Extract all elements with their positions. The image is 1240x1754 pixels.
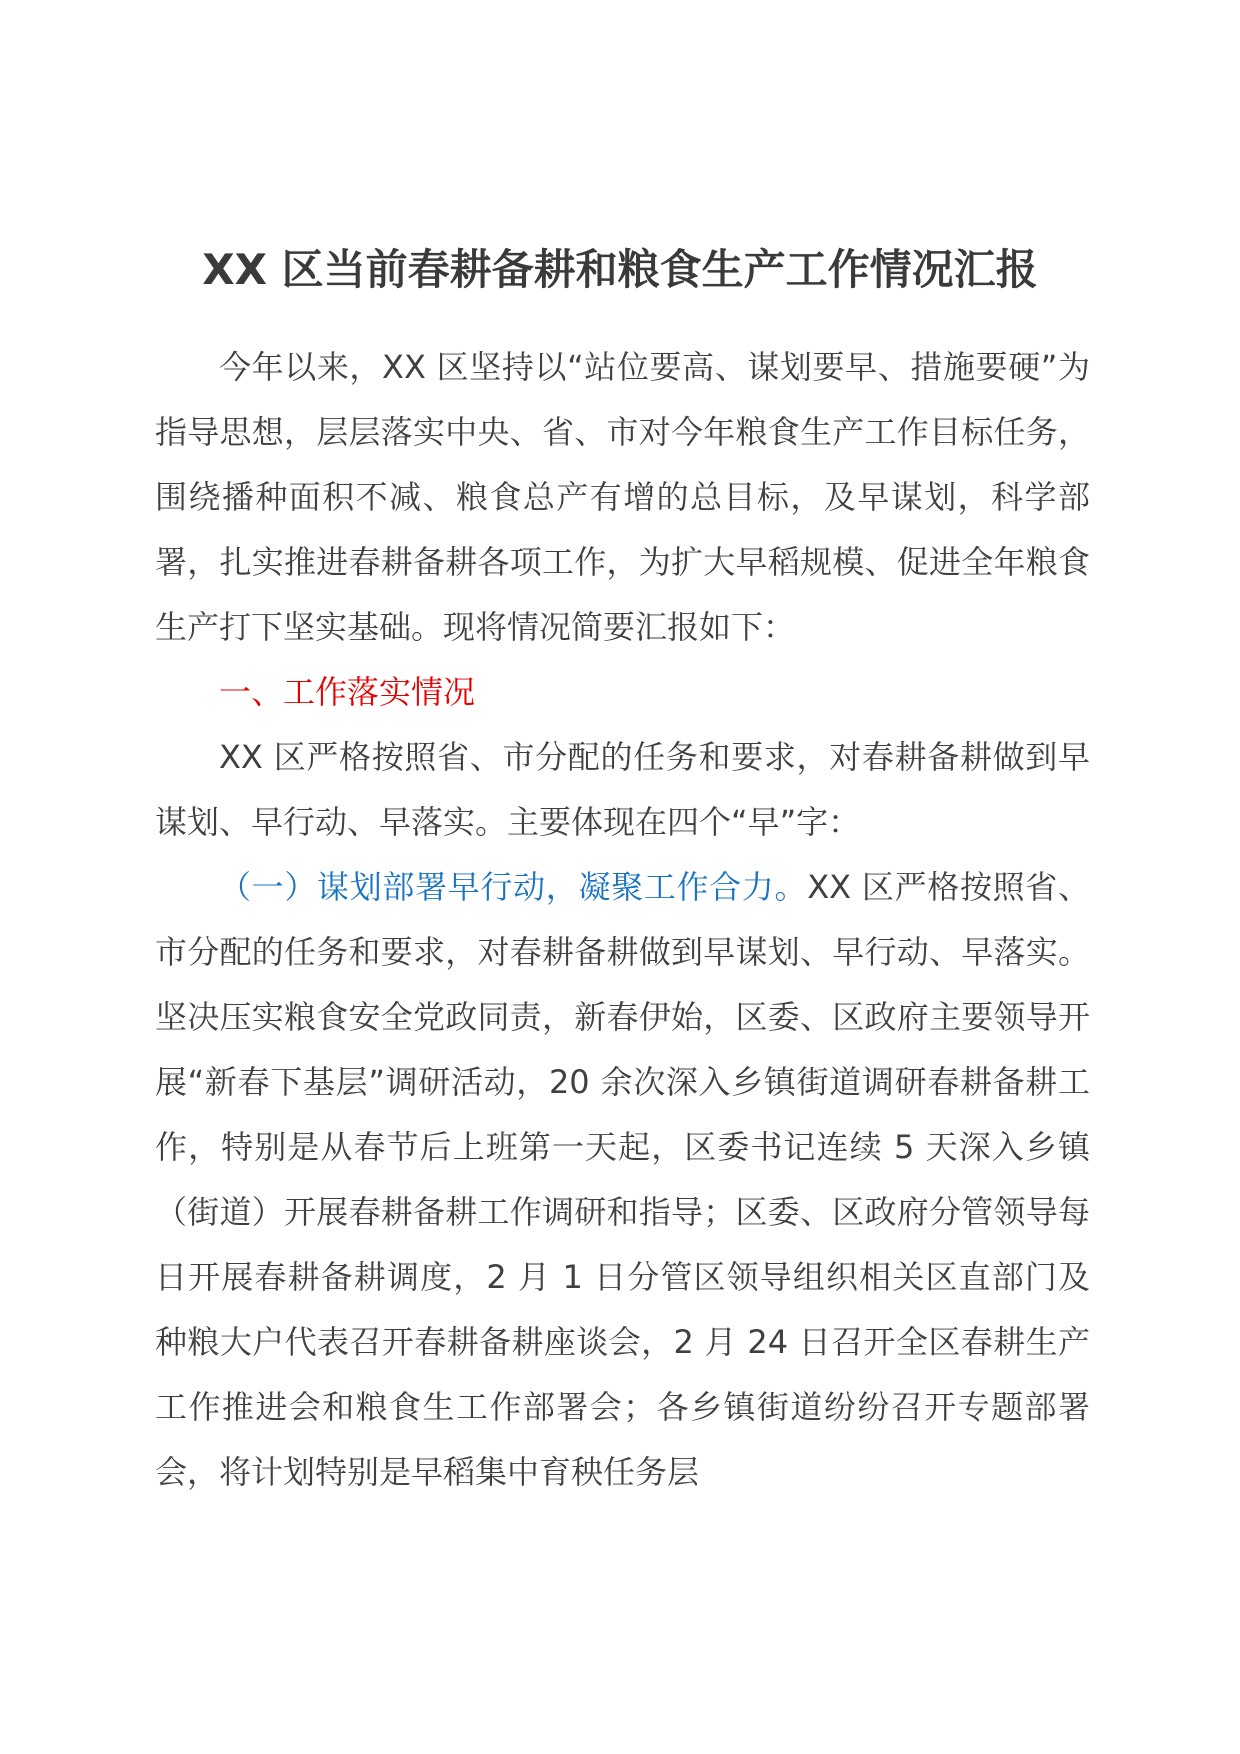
subsection-heading: （一）谋划部署早行动，凝聚工作合力。: [219, 868, 808, 906]
subsection-text: XX 区严格按照省、市分配的任务和要求，对春耕备耕做到早谋划、早行动、早落实。坚决压实粮食安全党政同责，新春伊始，区委、区政府主要领导开展“新春下基层”调研活动，20 余次深入乡镇街道调研春耕备耕工作，特别是从春节后上班第一天起，区委书记连续 5 天深入乡镇（街道）开展春耕备耕工作调研和指导；区委、区政府分管领导每日开展春耕备耕调度，2 月 1 日分管区领导组织相关区直部门及种粮大户代表召开春耕备耕座谈会，2 月 24 日召开全区春耕生产工作推进会和粮食生工作部署会；各乡镇街道纷纷召开专题部署会，将计划特别是早稻集中育秧任务层: [155, 868, 1090, 1491]
intro-paragraph: 今年以来，XX 区坚持以“站位要高、谋划要早、措施要硬”为指导思想，层层落实中央、省、市对今年粮食生产工作目标任务，围绕播种面积不减、粮食总产有增的总目标，及早谋划，科学部署，扎实推进春耕备耕各项工作，为扩大早稻规模、促进全年粮食生产打下坚实基础。现将情况简要汇报如下：: [155, 348, 1090, 646]
section-paragraph: XX 区严格按照省、市分配的任务和要求，对春耕备耕做到早谋划、早行动、早落实。主要体现在四个“早”字：: [155, 738, 1090, 841]
document-body: [155, 335, 1090, 1505]
document-title: XX 区当前春耕备耕和粮食生产工作情况汇报: [202, 245, 1038, 294]
subsection-paragraph: [155, 855, 1090, 1505]
section-heading: 一、工作落实情况: [219, 673, 476, 711]
